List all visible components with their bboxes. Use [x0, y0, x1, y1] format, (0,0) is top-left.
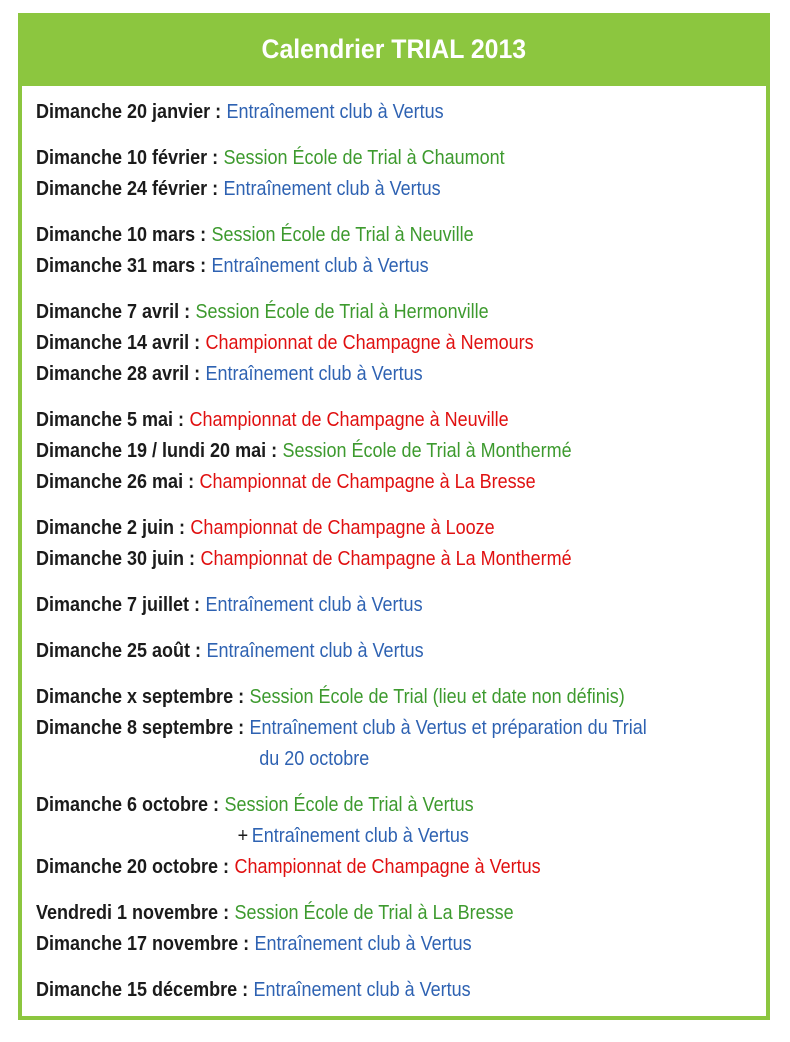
- entry-event: Session École de Trial à Vertus: [224, 794, 474, 816]
- entry-event: Entraînement club à Vertus: [205, 363, 423, 385]
- calendar-entry: [36, 436, 756, 467]
- entry-date: Dimanche 20 janvier :: [36, 101, 222, 123]
- calendar-card: [18, 13, 770, 1020]
- entry-event: Championnat de Champagne à Neuville: [189, 409, 509, 431]
- entry-date: Vendredi 1 novembre :: [36, 902, 230, 924]
- month-group: [36, 513, 756, 575]
- entry-event: Session École de Trial (lieu et date non définis): [249, 686, 625, 708]
- calendar-entry: [36, 174, 756, 205]
- entry-date: Dimanche x septembre :: [36, 686, 245, 708]
- entry-event: Championnat de Champagne à Looze: [190, 517, 495, 539]
- calendar-entry: [36, 97, 756, 128]
- calendar-entry: [36, 297, 756, 328]
- calendar-entry: [36, 405, 756, 436]
- continuation-text: du 20 octobre: [259, 748, 370, 770]
- calendar-entry: [36, 590, 756, 621]
- entry-event: Championnat de Champagne à La Bresse: [199, 471, 536, 493]
- month-group: [36, 220, 756, 282]
- calendar-entry: [36, 328, 756, 359]
- calendar-entry: [36, 467, 756, 498]
- calendar-entry: [36, 636, 756, 667]
- entry-date: Dimanche 8 septembre :: [36, 717, 245, 739]
- entry-date: Dimanche 25 août :: [36, 640, 202, 662]
- entry-event: Entraînement club à Vertus: [205, 594, 423, 616]
- entry-event: Entraînement club à Vertus: [253, 979, 471, 1001]
- entry-event: Session École de Trial à Chaumont: [223, 147, 505, 169]
- entry-event: Championnat de Champagne à Vertus: [234, 856, 541, 878]
- entry-date: Dimanche 14 avril :: [36, 332, 201, 354]
- calendar-entry: [36, 975, 756, 1006]
- entry-event: Session École de Trial à Neuville: [211, 224, 474, 246]
- extra-event: Entraînement club à Vertus: [251, 825, 469, 847]
- entry-date: Dimanche 7 avril :: [36, 301, 191, 323]
- month-group: [36, 97, 756, 128]
- entry-continuation: [36, 744, 756, 775]
- entry-date: Dimanche 5 mai :: [36, 409, 185, 431]
- entry-event: Entraînement club à Vertus: [226, 101, 444, 123]
- calendar-entry: [36, 251, 756, 282]
- entry-event: Session École de Trial à Monthermé: [282, 440, 572, 462]
- calendar-entry: [36, 898, 756, 929]
- month-group: [36, 590, 756, 621]
- calendar-entry: [36, 929, 756, 960]
- month-group: [36, 405, 756, 498]
- month-group: [36, 790, 756, 883]
- event-list: [36, 97, 756, 1021]
- month-group: [36, 636, 756, 667]
- title-banner: [18, 13, 770, 86]
- entry-date: Dimanche 31 mars :: [36, 255, 207, 277]
- entry-event: Entraînement club à Vertus: [223, 178, 441, 200]
- entry-extra: [36, 821, 756, 852]
- entry-date: Dimanche 6 octobre :: [36, 794, 220, 816]
- calendar-entry: [36, 682, 756, 713]
- entry-date: Dimanche 10 mars :: [36, 224, 207, 246]
- month-group: [36, 682, 756, 775]
- entry-date: Dimanche 26 mai :: [36, 471, 195, 493]
- month-group: [36, 297, 756, 390]
- plus-sign: +: [237, 825, 249, 847]
- calendar-entry: [36, 143, 756, 174]
- entry-date: Dimanche 15 décembre :: [36, 979, 249, 1001]
- entry-date: Dimanche 2 juin :: [36, 517, 186, 539]
- calendar-entry: [36, 790, 756, 821]
- entry-event: Entraînement club à Vertus et préparation du Trial: [249, 717, 647, 739]
- calendar-entry: [36, 513, 756, 544]
- month-group: [36, 143, 756, 205]
- entry-event: Championnat de Champagne à La Monthermé: [200, 548, 572, 570]
- entry-event: Session École de Trial à La Bresse: [234, 902, 514, 924]
- entry-date: Dimanche 28 avril :: [36, 363, 201, 385]
- entry-event: Entraînement club à Vertus: [254, 933, 472, 955]
- calendar-entry: [36, 852, 756, 883]
- entry-date: Dimanche 30 juin :: [36, 548, 196, 570]
- page-title: Calendrier TRIAL 2013: [261, 34, 527, 64]
- entry-event: Entraînement club à Vertus: [211, 255, 429, 277]
- entry-date: Dimanche 10 février :: [36, 147, 219, 169]
- entry-date: Dimanche 17 novembre :: [36, 933, 250, 955]
- month-group: [36, 975, 756, 1006]
- entry-date: Dimanche 24 février :: [36, 178, 219, 200]
- entry-date: Dimanche 7 juillet :: [36, 594, 201, 616]
- calendar-entry: [36, 359, 756, 390]
- calendar-entry: [36, 544, 756, 575]
- entry-date: Dimanche 20 octobre :: [36, 856, 230, 878]
- calendar-entry: [36, 220, 756, 251]
- entry-event: Entraînement club à Vertus: [206, 640, 424, 662]
- entry-event: Session École de Trial à Hermonville: [195, 301, 489, 323]
- month-group: [36, 898, 756, 960]
- entry-event: Championnat de Champagne à Nemours: [205, 332, 534, 354]
- calendar-entry: [36, 713, 756, 744]
- entry-date: Dimanche 19 / lundi 20 mai :: [36, 440, 278, 462]
